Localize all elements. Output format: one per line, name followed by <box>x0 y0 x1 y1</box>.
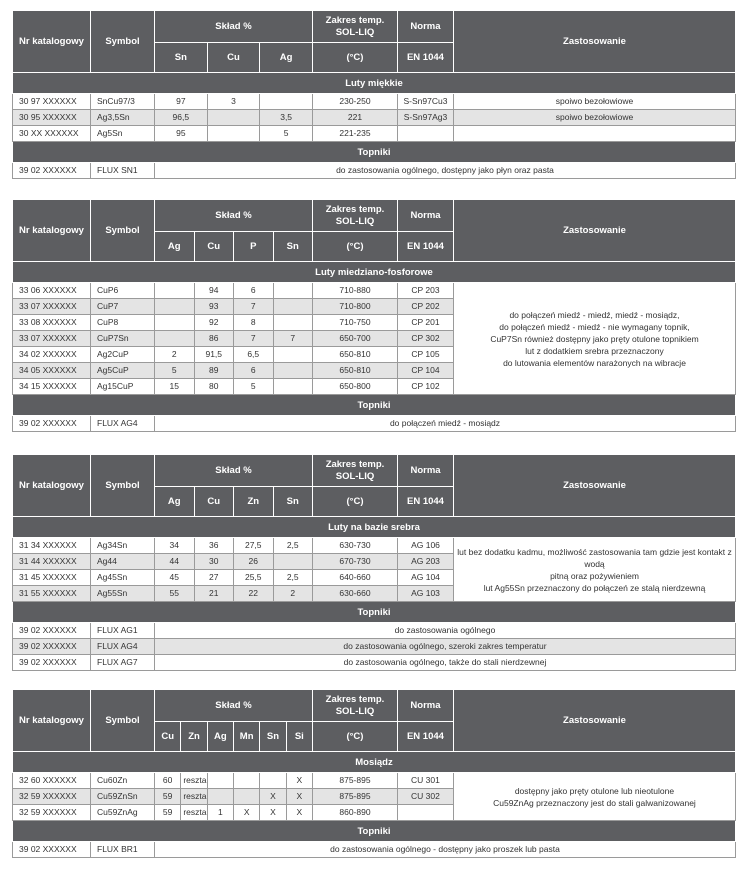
composition-p: 6,5 <box>234 347 274 363</box>
composition-ag: 34 <box>155 538 195 554</box>
header-norm-standard: EN 1044 <box>398 232 454 262</box>
composition-ag: 45 <box>155 570 195 586</box>
composition-sn <box>273 315 313 331</box>
header-element-sn: Sn <box>273 487 313 517</box>
composition-sn: 95 <box>155 126 208 142</box>
temp-range: 875-895 <box>312 789 397 805</box>
composition-cu: 3 <box>207 94 260 110</box>
header-symbol: Symbol <box>91 200 155 262</box>
composition-ag: 55 <box>155 586 195 602</box>
application-line: lut bez dodatku kadmu, możliwość zastosowania tam gdzie jest kontakt z wodą <box>457 546 732 569</box>
composition-mn <box>233 789 259 805</box>
catalog-number: 34 15 XXXXXX <box>13 379 91 395</box>
symbol: Ag34Sn <box>91 538 155 554</box>
application-line: do połączeń miedź - miedź - nie wymagany topnik, <box>499 321 690 332</box>
composition-ag: 44 <box>155 554 195 570</box>
composition-sn <box>260 773 286 789</box>
catalog-number: 33 07 XXXXXX <box>13 299 91 315</box>
header-element-cu: Cu <box>194 487 234 517</box>
composition-sn: X <box>260 789 286 805</box>
catalog-table-1 <box>12 10 736 179</box>
symbol: Ag2CuP <box>91 347 155 363</box>
symbol: Ag5CuP <box>91 363 155 379</box>
composition-ag <box>155 283 195 299</box>
catalog-number: 33 08 XXXXXX <box>13 315 91 331</box>
symbol: SnCu97/3 <box>91 94 155 110</box>
header-symbol: Symbol <box>91 455 155 517</box>
norm: CU 301 <box>397 773 453 789</box>
norm: AG 203 <box>398 554 454 570</box>
temp-range: 710-750 <box>313 315 398 331</box>
composition-sn: 2,5 <box>273 570 313 586</box>
composition-p: 6 <box>234 283 274 299</box>
application-line: Cu59ZnAg przeznaczony jest do stali galwanizowanej <box>493 797 696 808</box>
header-norm-standard: EN 1044 <box>398 487 454 517</box>
symbol: Ag15CuP <box>91 379 155 395</box>
header-temp-range: Zakres temp. SOL-LIQ <box>312 690 397 722</box>
header-element-ag: Ag <box>155 487 195 517</box>
composition-zn: 25,5 <box>234 570 274 586</box>
symbol: Ag5Sn <box>91 126 155 142</box>
table-row <box>13 126 736 142</box>
table-row <box>13 538 736 554</box>
composition-si: X <box>286 789 312 805</box>
header-element-ag: Ag <box>155 232 195 262</box>
composition-ag: 15 <box>155 379 195 395</box>
composition-cu <box>207 110 260 126</box>
composition-cu: 93 <box>194 299 234 315</box>
header-element-cu: Cu <box>194 232 234 262</box>
composition-mn <box>233 773 259 789</box>
application <box>454 538 736 602</box>
catalog-number: 39 02 XXXXXX <box>13 163 91 179</box>
symbol: Ag45Sn <box>91 570 155 586</box>
composition-p: 7 <box>234 299 274 315</box>
composition-ag: 2 <box>155 347 195 363</box>
group-title: Luty miękkie <box>13 73 736 94</box>
composition-ag <box>155 315 195 331</box>
catalog-number: 32 59 XXXXXX <box>13 805 91 821</box>
header-temp-range: Zakres temp. SOL-LIQ <box>312 11 397 43</box>
symbol: Ag44 <box>91 554 155 570</box>
temp-range: 221-235 <box>312 126 397 142</box>
composition-ag <box>260 94 313 110</box>
catalog-number: 39 02 XXXXXX <box>13 639 91 655</box>
header-catalog-number: Nr katalogowy <box>13 11 91 73</box>
header-norm: Norma <box>398 200 454 232</box>
norm: CU 302 <box>397 789 453 805</box>
composition-sn: 2,5 <box>273 538 313 554</box>
catalog-number: 33 07 XXXXXX <box>13 331 91 347</box>
symbol: CuP7Sn <box>91 331 155 347</box>
application-line: lut z dodatkiem srebra przeznaczony <box>525 345 664 356</box>
temp-range: 650-810 <box>313 347 398 363</box>
catalog-table-2 <box>12 199 736 432</box>
composition-p: 8 <box>234 315 274 331</box>
header-composition: Skład % <box>155 11 313 43</box>
composition-cu: 92 <box>194 315 234 331</box>
norm: AG 106 <box>398 538 454 554</box>
composition-sn <box>273 379 313 395</box>
symbol: CuP8 <box>91 315 155 331</box>
catalog-number: 39 02 XXXXXX <box>13 655 91 671</box>
header-element-sn: Sn <box>155 43 208 73</box>
temp-range: 221 <box>312 110 397 126</box>
catalog-table-4 <box>12 689 736 858</box>
application <box>453 773 735 821</box>
catalog-number: 39 02 XXXXXX <box>13 623 91 639</box>
temp-range: 860-890 <box>312 805 397 821</box>
composition-cu: 30 <box>194 554 234 570</box>
application: spoiwo bezołowiowe <box>453 94 735 110</box>
flux-title-row <box>13 395 736 416</box>
header-element-cu: Cu <box>207 43 260 73</box>
norm: CP 201 <box>398 315 454 331</box>
symbol: FLUX AG4 <box>91 639 155 655</box>
catalog-number: 33 06 XXXXXX <box>13 283 91 299</box>
composition-cu <box>207 126 260 142</box>
catalog-number: 31 45 XXXXXX <box>13 570 91 586</box>
header-element-si: Si <box>286 722 312 752</box>
composition-zn: 22 <box>234 586 274 602</box>
application: spoiwo bezołowiowe <box>453 110 735 126</box>
catalog-number: 30 XX XXXXXX <box>13 126 91 142</box>
temp-range: 875-895 <box>312 773 397 789</box>
catalog-number: 39 02 XXXXXX <box>13 416 91 432</box>
norm <box>397 805 453 821</box>
composition-zn: 26 <box>234 554 274 570</box>
catalog-number: 34 05 XXXXXX <box>13 363 91 379</box>
flux-title: Topniki <box>13 142 736 163</box>
norm: CP 302 <box>398 331 454 347</box>
header-catalog-number: Nr katalogowy <box>13 455 91 517</box>
temp-range: 650-810 <box>313 363 398 379</box>
symbol: FLUX BR1 <box>91 842 155 858</box>
temp-range: 650-700 <box>313 331 398 347</box>
composition-sn: 7 <box>273 331 313 347</box>
flux-title: Topniki <box>13 395 736 416</box>
norm: CP 203 <box>398 283 454 299</box>
flux-title: Topniki <box>13 821 736 842</box>
composition-cu: 89 <box>194 363 234 379</box>
composition-cu: 36 <box>194 538 234 554</box>
composition-sn <box>273 283 313 299</box>
application <box>453 126 735 142</box>
header-composition: Skład % <box>155 455 313 487</box>
composition-zn: 27,5 <box>234 538 274 554</box>
header-application: Zastosowanie <box>454 455 736 517</box>
application <box>454 283 736 395</box>
temp-range: 630-660 <box>313 586 398 602</box>
header-catalog-number: Nr katalogowy <box>13 200 91 262</box>
group-title: Mosiądz <box>13 752 736 773</box>
composition-cu: 91,5 <box>194 347 234 363</box>
catalog-number: 32 59 XXXXXX <box>13 789 91 805</box>
symbol: FLUX AG4 <box>91 416 155 432</box>
symbol: FLUX AG7 <box>91 655 155 671</box>
temp-range: 650-800 <box>313 379 398 395</box>
temp-range: 230-250 <box>312 94 397 110</box>
flux-description: do połączeń miedź - mosiądz <box>155 416 736 432</box>
header-element-zn: Zn <box>181 722 207 752</box>
composition-si: X <box>286 773 312 789</box>
composition-sn <box>273 554 313 570</box>
group-title-row <box>13 262 736 283</box>
header-application: Zastosowanie <box>454 200 736 262</box>
application-line: do lutowania elementów narażonych na wibracje <box>503 357 686 368</box>
composition-si: X <box>286 805 312 821</box>
flux-title-row <box>13 142 736 163</box>
symbol: CuP6 <box>91 283 155 299</box>
table-row <box>13 110 736 126</box>
flux-row <box>13 655 736 671</box>
application-line: do połączeń miedź - miedź, miedź - mosiądz, <box>509 309 680 320</box>
flux-description: do zastosowania ogólnego, dostępny jako płyn oraz pasta <box>155 163 736 179</box>
header-element-p: P <box>234 232 274 262</box>
catalog-number: 30 97 XXXXXX <box>13 94 91 110</box>
composition-cu: 86 <box>194 331 234 347</box>
composition-mn: X <box>233 805 259 821</box>
composition-p: 5 <box>234 379 274 395</box>
norm: CP 202 <box>398 299 454 315</box>
composition-ag <box>207 789 233 805</box>
header-temp-unit: (°C) <box>312 722 397 752</box>
symbol: Ag3,5Sn <box>91 110 155 126</box>
catalog-number: 31 34 XXXXXX <box>13 538 91 554</box>
symbol: FLUX AG1 <box>91 623 155 639</box>
composition-ag: 5 <box>155 363 195 379</box>
header-temp-range: Zakres temp. SOL-LIQ <box>313 200 398 232</box>
header-composition: Skład % <box>155 200 313 232</box>
composition-cu: 94 <box>194 283 234 299</box>
header-application: Zastosowanie <box>453 11 735 73</box>
flux-row <box>13 416 736 432</box>
temp-range: 710-880 <box>313 283 398 299</box>
norm: S-Sn97Ag3 <box>397 110 453 126</box>
composition-ag <box>155 299 195 315</box>
symbol: Ag55Sn <box>91 586 155 602</box>
application-line: CuP7Sn również dostępny jako pręty otulone topnikiem <box>490 333 699 344</box>
symbol: Cu59ZnAg <box>91 805 155 821</box>
header-temp-unit: (°C) <box>313 232 398 262</box>
catalog-number: 39 02 XXXXXX <box>13 842 91 858</box>
group-title: Luty na bazie srebra <box>13 517 736 538</box>
temp-range: 710-800 <box>313 299 398 315</box>
composition-ag: 3,5 <box>260 110 313 126</box>
header-temp-unit: (°C) <box>313 487 398 517</box>
composition-ag: 5 <box>260 126 313 142</box>
norm: CP 104 <box>398 363 454 379</box>
flux-row <box>13 163 736 179</box>
header-temp-range: Zakres temp. SOL-LIQ <box>313 455 398 487</box>
flux-description: do zastosowania ogólnego - dostępny jako proszek lub pasta <box>155 842 736 858</box>
group-title-row <box>13 73 736 94</box>
catalog-table-3 <box>12 454 736 671</box>
composition-sn: 96,5 <box>155 110 208 126</box>
composition-cu: 27 <box>194 570 234 586</box>
norm: CP 102 <box>398 379 454 395</box>
composition-sn: 2 <box>273 586 313 602</box>
composition-ag <box>155 331 195 347</box>
flux-row <box>13 623 736 639</box>
composition-cu: 60 <box>155 773 181 789</box>
flux-title: Topniki <box>13 602 736 623</box>
table-row <box>13 283 736 299</box>
composition-sn: X <box>260 805 286 821</box>
norm: AG 103 <box>398 586 454 602</box>
composition-sn <box>273 347 313 363</box>
header-norm: Norma <box>398 455 454 487</box>
catalog-number: 32 60 XXXXXX <box>13 773 91 789</box>
temp-range: 630-730 <box>313 538 398 554</box>
composition-ag <box>207 773 233 789</box>
composition-sn <box>273 363 313 379</box>
composition-sn: 97 <box>155 94 208 110</box>
temp-range: 670-730 <box>313 554 398 570</box>
flux-description: do zastosowania ogólnego, także do stali nierdzewnej <box>155 655 736 671</box>
header-element-ag: Ag <box>260 43 313 73</box>
norm: AG 104 <box>398 570 454 586</box>
header-element-sn: Sn <box>260 722 286 752</box>
header-application: Zastosowanie <box>453 690 735 752</box>
composition-cu: 80 <box>194 379 234 395</box>
flux-row <box>13 639 736 655</box>
header-element-cu: Cu <box>155 722 181 752</box>
catalog-number: 31 44 XXXXXX <box>13 554 91 570</box>
norm <box>397 126 453 142</box>
group-title-row <box>13 517 736 538</box>
composition-ag: 1 <box>207 805 233 821</box>
catalog-number: 30 95 XXXXXX <box>13 110 91 126</box>
flux-title-row <box>13 821 736 842</box>
header-symbol: Symbol <box>91 11 155 73</box>
norm: S-Sn97Cu3 <box>397 94 453 110</box>
application-line: lut Ag55Sn przeznaczony do połączeń ze stalą nierdzewną <box>483 582 706 593</box>
norm: CP 105 <box>398 347 454 363</box>
header-norm: Norma <box>397 11 453 43</box>
header-norm-standard: EN 1044 <box>397 722 453 752</box>
group-title: Luty miedziano-fosforowe <box>13 262 736 283</box>
symbol: CuP7 <box>91 299 155 315</box>
header-norm: Norma <box>397 690 453 722</box>
temp-range: 640-660 <box>313 570 398 586</box>
flux-title-row <box>13 602 736 623</box>
symbol: FLUX SN1 <box>91 163 155 179</box>
catalog-number: 34 02 XXXXXX <box>13 347 91 363</box>
composition-p: 6 <box>234 363 274 379</box>
header-element-mn: Mn <box>233 722 259 752</box>
header-composition: Skład % <box>155 690 313 722</box>
composition-cu: 59 <box>155 789 181 805</box>
header-element-zn: Zn <box>234 487 274 517</box>
header-symbol: Symbol <box>91 690 155 752</box>
flux-description: do zastosowania ogólnego <box>155 623 736 639</box>
flux-row <box>13 842 736 858</box>
flux-description: do zastosowania ogólnego, szeroki zakres temperatur <box>155 639 736 655</box>
header-temp-unit: (°C) <box>312 43 397 73</box>
composition-zn: reszta <box>181 789 207 805</box>
composition-zn: reszta <box>181 805 207 821</box>
header-catalog-number: Nr katalogowy <box>13 690 91 752</box>
application-line: pitną oraz pożywieniem <box>550 570 639 581</box>
composition-zn: reszta <box>181 773 207 789</box>
header-element-sn: Sn <box>273 232 313 262</box>
symbol: Cu59ZnSn <box>91 789 155 805</box>
group-title-row <box>13 752 736 773</box>
symbol: Cu60Zn <box>91 773 155 789</box>
composition-sn <box>273 299 313 315</box>
header-norm-standard: EN 1044 <box>397 43 453 73</box>
composition-cu: 59 <box>155 805 181 821</box>
composition-cu: 21 <box>194 586 234 602</box>
table-row <box>13 773 736 789</box>
header-element-ag: Ag <box>207 722 233 752</box>
catalog-number: 31 55 XXXXXX <box>13 586 91 602</box>
composition-p: 7 <box>234 331 274 347</box>
application-line: dostępny jako pręty otulone lub nieotulone <box>514 785 675 796</box>
table-row <box>13 94 736 110</box>
